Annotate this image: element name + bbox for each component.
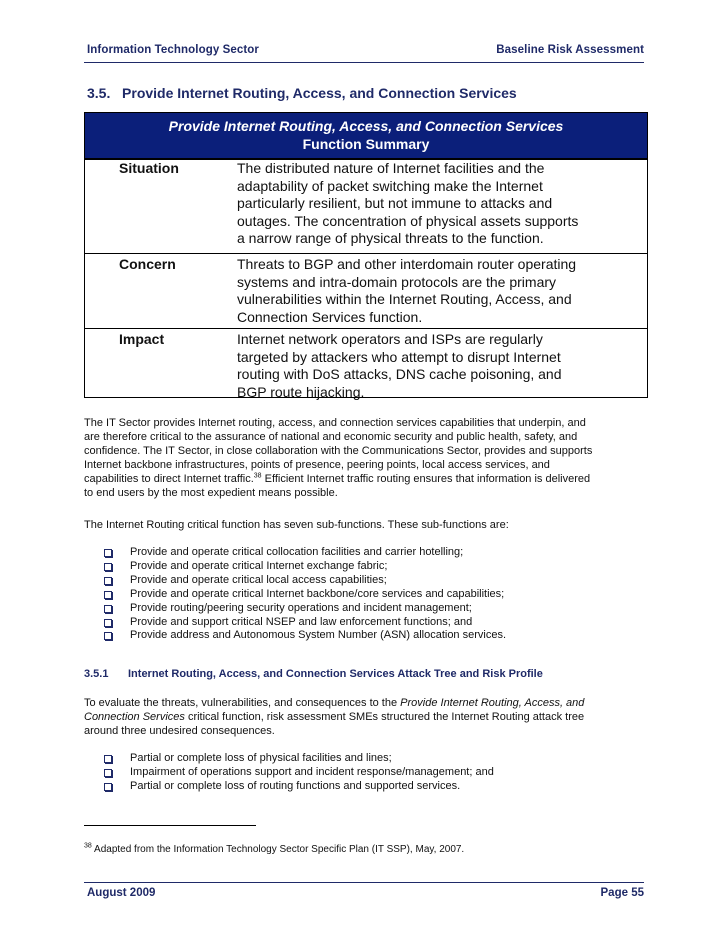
checkbox-bullet-icon: [104, 577, 112, 585]
list-item: Provide address and Autonomous System Number (ASN) allocation services.: [104, 629, 644, 643]
checkbox-bullet-icon: [104, 549, 112, 557]
subfunctions-intro: The Internet Routing critical function has seven sub-functions. These sub-functions are:: [84, 519, 509, 531]
checkbox-bullet-icon: [104, 605, 112, 613]
header-rule: [84, 62, 644, 63]
checkbox-bullet-icon: [104, 769, 112, 777]
summary-row-impact: [85, 329, 647, 400]
row-label: Situation: [119, 160, 179, 176]
row-text: Internet network operators and ISPs are regularly targeted by attackers who attempt to disrupt Internet routing with DoS attacks, DNS cache poisoning, and BGP route hijacking.: [237, 331, 562, 400]
running-header-right: Baseline Risk Assessment: [496, 44, 644, 56]
checkbox-bullet-icon: [104, 783, 112, 791]
row-label: Impact: [119, 331, 165, 347]
summary-row-concern: [85, 254, 647, 329]
list-item: Impairment of operations support and incident response/management; and: [104, 766, 644, 780]
attack-tree-paragraph: To evaluate the threats, vulnerabilities, and consequences to the Provide Internet Routing, Access, and Connection Services critical function, risk assessment SMEs structured the Internet Routing attack tree around three undesired consequences.: [84, 697, 585, 737]
consequences-list: [104, 752, 644, 794]
function-summary-title: Provide Internet Routing, Access, and Connection Services: [168, 118, 564, 134]
row-text: The distributed nature of Internet facilities and the adaptability of packet switching make the Internet particularly resilient, but not immune to attacks and outages. The concentration of physical assets supports a narrow range of physical threats to the function.: [237, 160, 579, 246]
row-label: Concern: [119, 256, 176, 272]
section-heading: [87, 85, 517, 101]
function-summary-subtitle: Function Summary: [302, 136, 430, 152]
intro-paragraph: The IT Sector provides Internet routing, access, and connection services capabilities that underpin, and are therefore critical to the assurance of national and economic security and public health, safety, and confidence. The IT Sector, in close collaboration with the Communications Sector, provides and supports Internet backbone infrastructures, points of presence, peering points, local access services, and capabilities to direct Internet traffic.$^{38}$ Efficient Internet traffic routing ensures that information is delivered to end users by the most expedient means possible.: [84, 417, 593, 499]
list-item: Provide and operate critical collocation facilities and carrier hotelling;: [104, 546, 644, 560]
checkbox-bullet-icon: [104, 563, 112, 571]
list-item: Partial or complete loss of physical facilities and lines;: [104, 752, 644, 766]
section-number: 3.5.: [87, 85, 111, 101]
footnote-ref: 38: [253, 471, 262, 479]
list-item: Provide and operate critical Internet backbone/core services and capabilities;: [104, 588, 644, 602]
footnote: [84, 844, 464, 855]
function-summary-table: [84, 112, 648, 398]
footnote-text: Adapted from the Information Technology Sector Specific Plan (IT SSP), May, 2007.: [91, 844, 465, 855]
list-item: Provide and operate critical local access capabilities;: [104, 574, 644, 588]
page-number: Page 55: [600, 887, 644, 899]
subsection-heading: [84, 668, 543, 680]
list-item: Provide and support critical NSEP and law enforcement functions; and: [104, 616, 644, 630]
checkbox-bullet-icon: [104, 755, 112, 763]
checkbox-bullet-icon: [104, 591, 112, 599]
footer-rule: [84, 882, 644, 883]
list-item: Provide and operate critical Internet exchange fabric;: [104, 560, 644, 574]
checkbox-bullet-icon: [104, 619, 112, 627]
footnote-rule: [84, 825, 256, 826]
subsection-title: Internet Routing, Access, and Connection Services Attack Tree and Risk Profile: [128, 668, 543, 680]
running-header-left: Information Technology Sector: [87, 44, 260, 56]
function-summary-header: [85, 113, 647, 160]
section-title: Provide Internet Routing, Access, and Connection Services: [122, 85, 517, 101]
subfunctions-list: [104, 546, 644, 643]
footnote-mark: 38: [84, 842, 92, 850]
subsection-number: 3.5.1: [84, 668, 109, 680]
footer-date: August 2009: [87, 887, 156, 899]
row-text: Threats to BGP and other interdomain router operating systems and intra-domain protocols are the primary vulnerabilities within the Internet Routing, Access, and Connection Services function.: [237, 256, 577, 325]
list-item: Provide routing/peering security operations and incident management;: [104, 602, 644, 616]
checkbox-bullet-icon: [104, 632, 112, 640]
list-item: Partial or complete loss of routing functions and supported services.: [104, 780, 644, 794]
summary-row-situation: [85, 158, 647, 254]
